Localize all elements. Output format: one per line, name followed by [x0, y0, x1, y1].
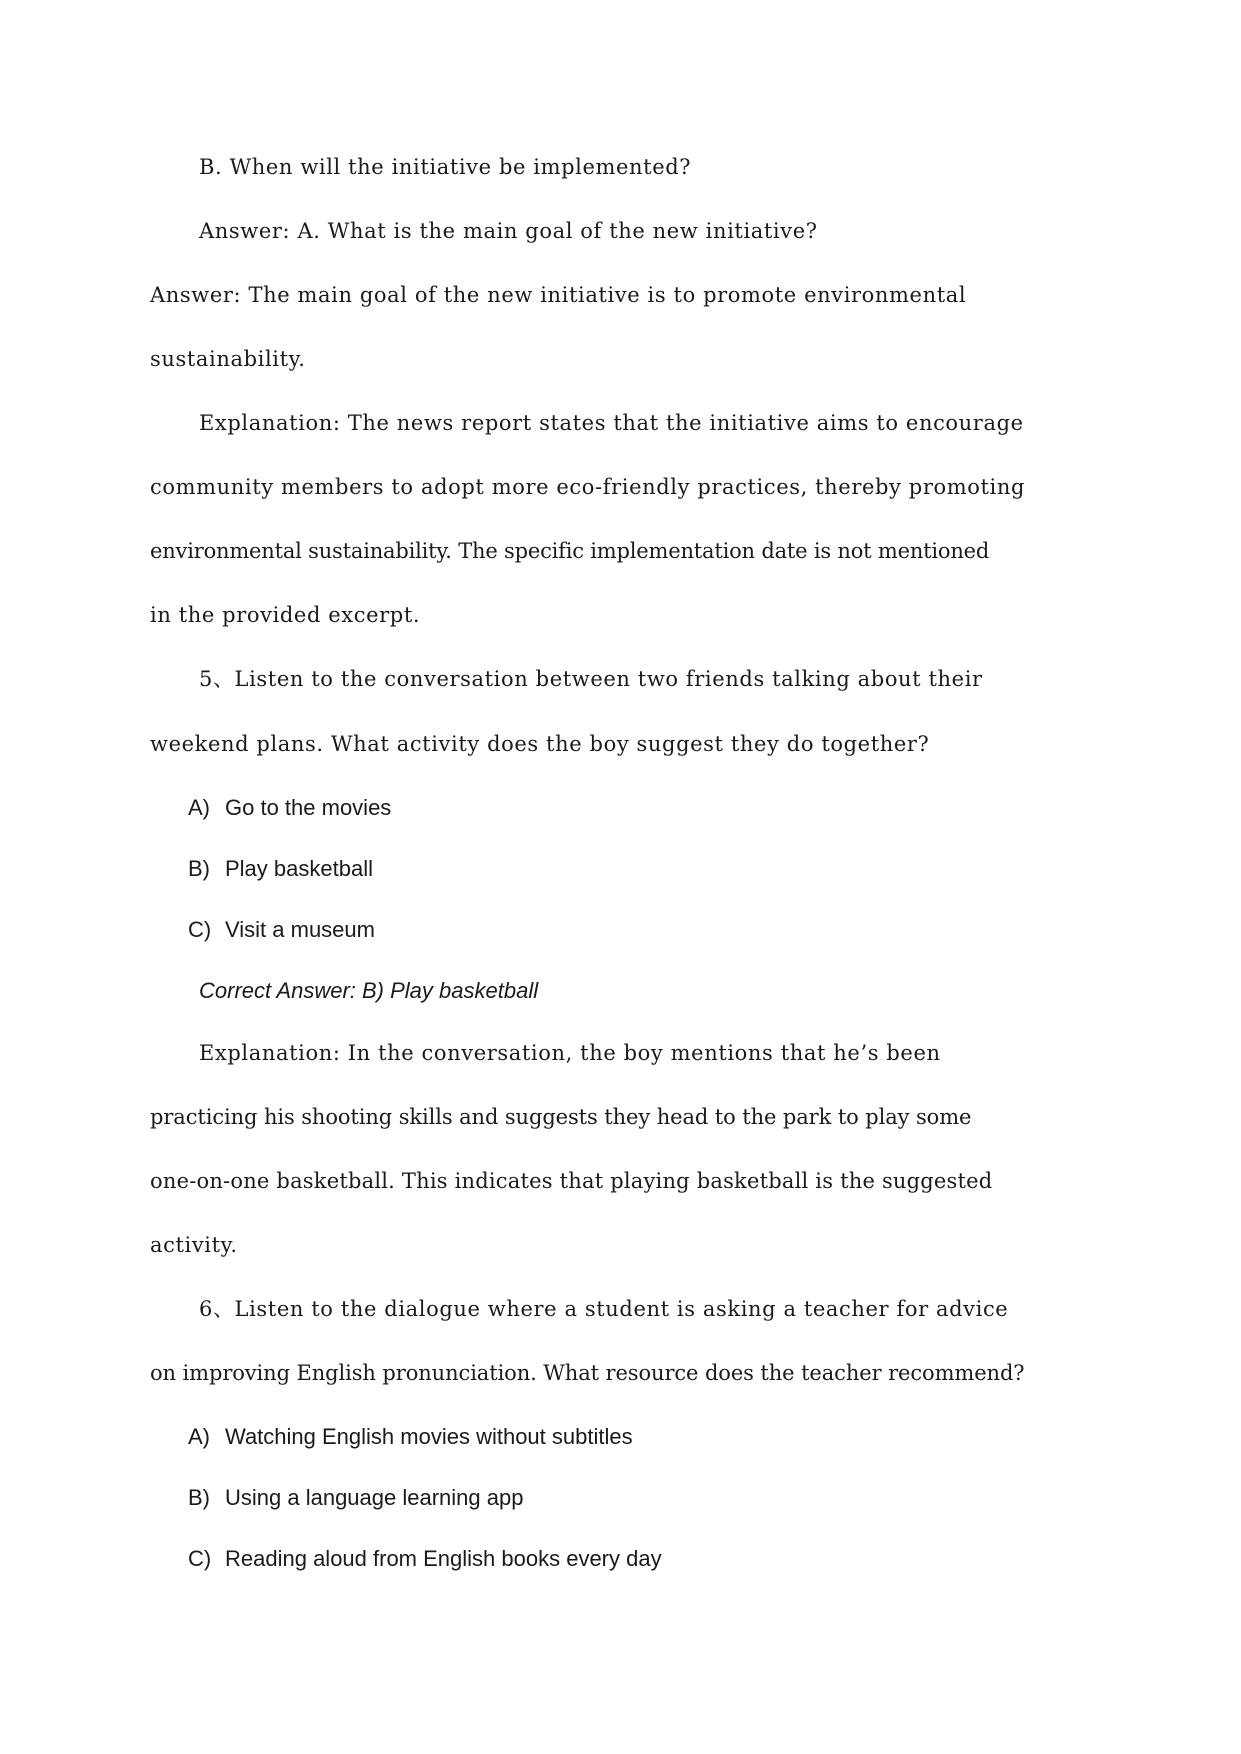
- option-text: Reading aloud from English books every day: [225, 1546, 662, 1571]
- option-letter: C): [188, 1546, 212, 1571]
- option-letter: C): [188, 917, 212, 942]
- question-5-explanation-line-1: Explanation: In the conversation, the boy mentions that he’s been: [199, 1041, 941, 1065]
- option-text: Using a language learning app: [225, 1485, 524, 1510]
- question-5-option-a: [188, 794, 391, 822]
- explanation-line-4: in the provided excerpt.: [150, 603, 421, 627]
- option-letter: B): [188, 856, 210, 881]
- question-6-option-b: [188, 1484, 523, 1512]
- question-6-option-a: [188, 1423, 633, 1451]
- question-5-correct-answer: Correct Answer: B) Play basketball: [199, 978, 539, 1003]
- question-5-prompt-line-1: 5、Listen to the conversation between two friends talking about their: [199, 667, 983, 691]
- question-5-explanation-line-3: one-on-one basketball. This indicates that playing basketball is the suggested: [150, 1169, 993, 1193]
- option-letter: A): [188, 1424, 210, 1449]
- answer-text-line-1: Answer: The main goal of the new initiative is to promote environmental: [150, 283, 967, 307]
- question-6-prompt-line-1: 6、Listen to the dialogue where a student is asking a teacher for advice: [199, 1297, 1009, 1321]
- explanation-line-3: environmental sustainability. The specific implementation date is not mentioned: [150, 539, 990, 563]
- option-text: Visit a museum: [225, 917, 375, 942]
- question-6-prompt-line-2: on improving English pronunciation. What resource does the teacher recommend?: [150, 1361, 1025, 1385]
- question-5-option-b: [188, 855, 373, 883]
- explanation-line-2: community members to adopt more eco-friendly practices, thereby promoting: [150, 475, 1025, 499]
- option-letter: B): [188, 1485, 210, 1510]
- answer-line: Answer: A. What is the main goal of the new initiative?: [199, 219, 818, 243]
- question-5-option-c: [188, 916, 375, 944]
- question-6-option-c: [188, 1545, 662, 1573]
- option-text: Play basketball: [225, 856, 373, 881]
- option-text: Watching English movies without subtitles: [225, 1424, 633, 1449]
- option-letter: A): [188, 795, 210, 820]
- question-5-explanation-line-2: practicing his shooting skills and suggests they head to the park to play some: [150, 1105, 972, 1129]
- answer-text-line-2: sustainability.: [150, 347, 306, 371]
- option-text: Go to the movies: [225, 795, 392, 820]
- explanation-line-1: Explanation: The news report states that the initiative aims to encourage: [199, 411, 1024, 435]
- option-b-line: B. When will the initiative be implemented?: [199, 155, 692, 179]
- question-5-explanation-line-4: activity.: [150, 1233, 238, 1257]
- question-5-prompt-line-2: weekend plans. What activity does the boy suggest they do together?: [150, 732, 930, 756]
